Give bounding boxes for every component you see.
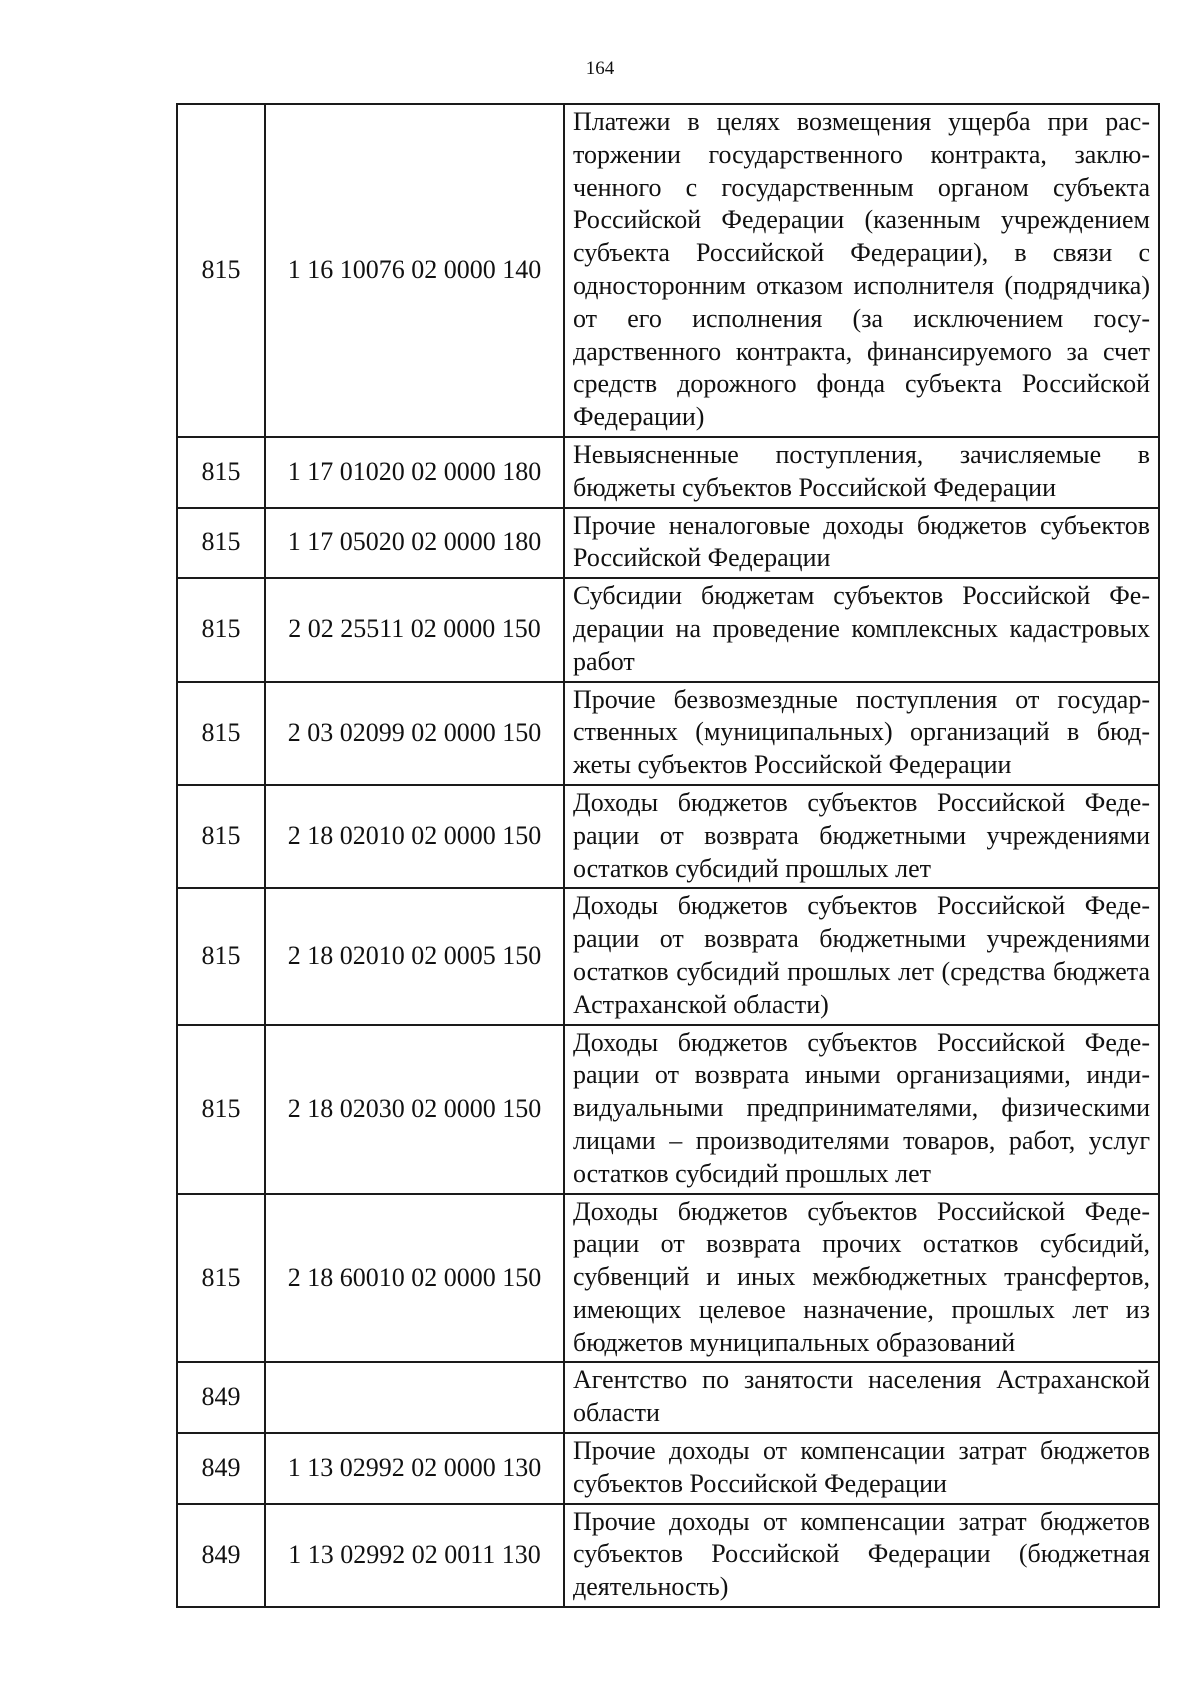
description-cell: Прочие безвозмездные поступления от государственных (муниципальных) организаций в бюджеты субъектов Российской Федерации	[564, 682, 1159, 785]
table-row	[177, 508, 1159, 579]
table-row	[177, 682, 1159, 785]
admin-code-cell: 815	[177, 508, 265, 579]
admin-code-cell: 815	[177, 682, 265, 785]
revenue-code-cell: 1 17 05020 02 0000 180	[265, 508, 564, 579]
description-cell: Субсидии бюджетам субъектов Российской Федерации на проведение комплексных кадастровых работ	[564, 578, 1159, 681]
admin-code-cell: 815	[177, 1025, 265, 1194]
description-cell: Доходы бюджетов субъектов Российской Федерации от возврата прочих остатков субсидий, субвенций и иных межбюджетных трансфертов, имеющих целевое назначение, прошлых лет из бюджетов муниципальных образований	[564, 1194, 1159, 1363]
revenue-code-cell: 1 16 10076 02 0000 140	[265, 104, 564, 437]
admin-code-cell: 815	[177, 1194, 265, 1363]
table-body	[177, 104, 1159, 1607]
table-row	[177, 1025, 1159, 1194]
admin-code-cell: 815	[177, 578, 265, 681]
admin-code-cell: 849	[177, 1362, 265, 1433]
revenue-code-cell: 2 18 02010 02 0000 150	[265, 785, 564, 888]
page-number: 164	[585, 58, 615, 79]
description-cell: Доходы бюджетов субъектов Российской Федерации от возврата иными организациями, индивидуальными предпринимателями, физическими лицами – производителями товаров, работ, услуг остатков субсидий прошлых лет	[564, 1025, 1159, 1194]
revenue-code-cell: 2 18 02010 02 0005 150	[265, 888, 564, 1024]
description-cell: Доходы бюджетов субъектов Российской Федерации от возврата бюджетными учреждениями остатков субсидий прошлых лет	[564, 785, 1159, 888]
table-row	[177, 1362, 1159, 1433]
description-cell: Платежи в целях возмещения ущерба при расторжении государственного контракта, заключенного с государственным органом субъекта Российской Федерации (казенным учреждением субъекта Российской Федерации), в связи с односторонним отказом исполнителя (подрядчика) от его исполнения (за исключением государственного контракта, финансируемого за счет средств дорожного фонда субъекта Российской Федерации)	[564, 104, 1159, 437]
revenue-code-cell: 2 18 02030 02 0000 150	[265, 1025, 564, 1194]
description-cell: Доходы бюджетов субъектов Российской Федерации от возврата бюджетными учреждениями остатков субсидий прошлых лет (средства бюджета Астраханской области)	[564, 888, 1159, 1024]
admin-code-cell: 815	[177, 785, 265, 888]
table-row	[177, 1194, 1159, 1363]
revenue-code-cell: 1 13 02992 02 0011 130	[265, 1504, 564, 1607]
table-row	[177, 1504, 1159, 1607]
revenue-codes-table	[176, 103, 1160, 1608]
revenue-code-cell	[265, 1362, 564, 1433]
table-row	[177, 888, 1159, 1024]
admin-code-cell: 849	[177, 1504, 265, 1607]
revenue-code-cell: 1 17 01020 02 0000 180	[265, 437, 564, 508]
table-row	[177, 437, 1159, 508]
revenue-code-cell: 1 13 02992 02 0000 130	[265, 1433, 564, 1504]
admin-code-cell: 849	[177, 1433, 265, 1504]
admin-code-cell: 815	[177, 437, 265, 508]
description-cell: Невыясненные поступления, зачисляемые в бюджеты субъектов Российской Федерации	[564, 437, 1159, 508]
revenue-code-cell: 2 18 60010 02 0000 150	[265, 1194, 564, 1363]
admin-code-cell: 815	[177, 888, 265, 1024]
description-cell: Прочие доходы от компенсации затрат бюджетов субъектов Российской Федерации (бюджетная деятельность)	[564, 1504, 1159, 1607]
description-cell: Прочие неналоговые доходы бюджетов субъектов Российской Федерации	[564, 508, 1159, 579]
revenue-code-cell: 2 03 02099 02 0000 150	[265, 682, 564, 785]
table-row	[177, 578, 1159, 681]
description-cell: Прочие доходы от компенсации затрат бюджетов субъектов Российской Федерации	[564, 1433, 1159, 1504]
table-row	[177, 785, 1159, 888]
table-row	[177, 104, 1159, 437]
admin-code-cell: 815	[177, 104, 265, 437]
description-cell: Агентство по занятости населения Астраханской области	[564, 1362, 1159, 1433]
table-row	[177, 1433, 1159, 1504]
revenue-code-cell: 2 02 25511 02 0000 150	[265, 578, 564, 681]
